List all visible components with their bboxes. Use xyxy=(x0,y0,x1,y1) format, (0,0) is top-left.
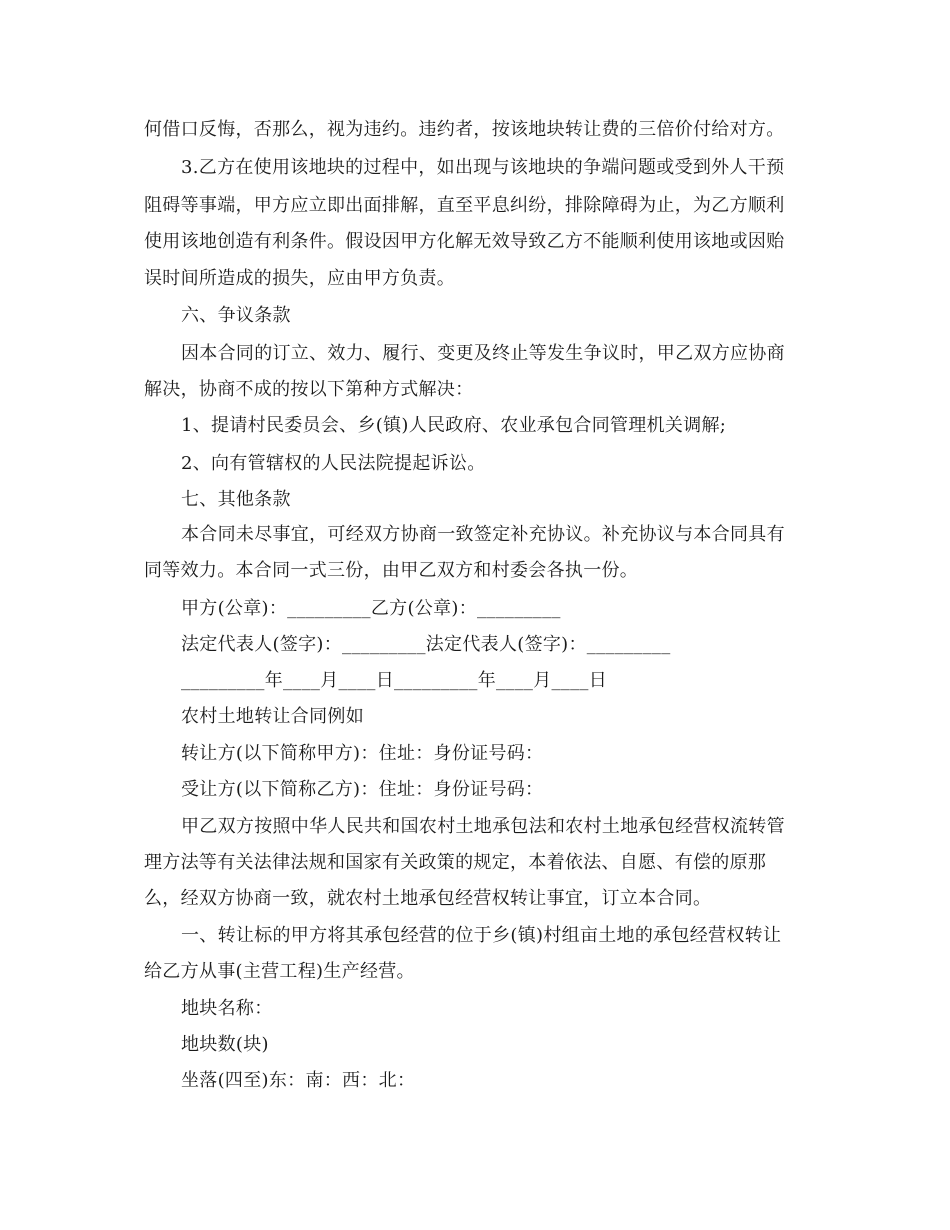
text-line: 理方法等有关法律法规和国家有关政策的规定，本着依法、自愿、有偿的原那 xyxy=(144,852,767,873)
text-line: 解决，协商不成的按以下第种方式解决： xyxy=(144,379,474,400)
text-line: 阻碍等事端，甲方应立即出面排解，直至平息纠纷，排除障碍为止，为乙方顺利 xyxy=(144,195,785,216)
section-heading: 六、争议条款 xyxy=(181,305,291,326)
text-line: 给乙方从事(主营工程)生产经营。 xyxy=(144,961,415,982)
text-line: 误时间所造成的损失，应由甲方负责。 xyxy=(144,268,456,289)
text-line: 转让方(以下简称甲方)：住址：身份证号码： xyxy=(181,743,544,764)
text-line: 本合同未尽事宜，可经双方协商一致签定补充协议。补充协议与本合同具有 xyxy=(181,524,785,545)
text-line: 地块数(块) xyxy=(181,1034,269,1055)
text-line: 1、提请村民委员会、乡(镇)人民政府、农业承包合同管理机关调解; xyxy=(181,415,727,436)
signature-line: 甲方(公章)：_________乙方(公章)：_________ xyxy=(181,598,561,619)
text-line: 因本合同的订立、效力、履行、变更及终止等发生争议时，甲乙双方应协商 xyxy=(181,343,785,364)
text-line: 坐落(四至)东：南：西：北： xyxy=(181,1070,416,1091)
signature-line: 法定代表人(签字)：_________法定代表人(签字)：_________ xyxy=(181,634,671,655)
text-line: 一、转让标的甲方将其承包经营的位于乡(镇)村组亩土地的承包经营权转让 xyxy=(181,925,782,946)
text-line: 同等效力。本合同一式三份，由甲乙双方和村委会各执一份。 xyxy=(144,560,639,581)
text-line: 地块名称： xyxy=(181,998,273,1019)
date-line: _________年____月____日_________年____月____日 xyxy=(181,670,607,691)
section-heading: 七、其他条款 xyxy=(181,489,291,510)
section-heading: 农村土地转让合同例如 xyxy=(181,706,364,727)
text-line: 甲乙双方按照中华人民共和国农村土地承包法和农村土地承包经营权流转管 xyxy=(181,816,785,837)
text-line: 么，经双方协商一致，就农村土地承包经营权转让事宜，订立本合同。 xyxy=(144,888,712,909)
text-line: 2、向有管辖权的人民法院提起诉讼。 xyxy=(181,453,486,474)
text-line: 受让方(以下简称乙方)：住址：身份证号码： xyxy=(181,779,544,800)
text-line: 3.乙方在使用该地块的过程中，如出现与该地块的争端问题或受到外人干预 xyxy=(181,157,785,178)
text-line: 使用该地创造有利条件。假设因甲方化解无效导致乙方不能顺利使用该地或因贻 xyxy=(144,231,785,252)
text-line: 何借口反悔，否那么，视为违约。违约者，按该地块转让费的三倍价付给对方。 xyxy=(144,119,785,140)
